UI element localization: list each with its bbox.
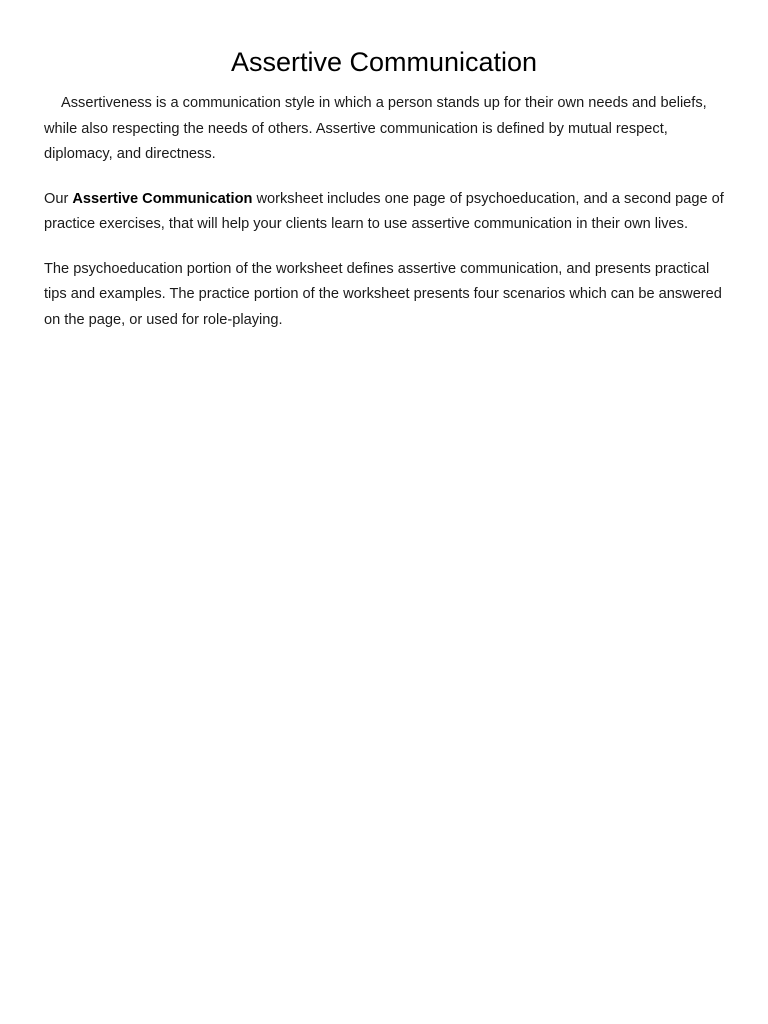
worksheet-portions-paragraph: The psychoeducation portion of the worksheet defines assertive communication, and presents practical tips and examples. The practice portion of the worksheet presents four scenarios which can be answered on the page, or used for role-playing. (44, 260, 722, 328)
worksheet-name-bold: Assertive Communication (72, 190, 253, 207)
worksheet-description-suffix: worksheet includes one page of psychoeducation, and a second page of practice exercises, that will help your clients learn to use assertive communication in their own lives. (44, 190, 724, 232)
intro-paragraph-text: Assertiveness is a communication style in which a person stands up for their own needs and beliefs, while also respecting the needs of others. Assertive communication is defined by mutual respect, diplomacy, and directness. (44, 95, 707, 162)
intro-paragraph (44, 91, 724, 168)
worksheet-description-paragraph (44, 187, 724, 238)
worksheet-description-prefix: Our (44, 190, 73, 207)
page-title: Assertive Communication (230, 47, 538, 77)
